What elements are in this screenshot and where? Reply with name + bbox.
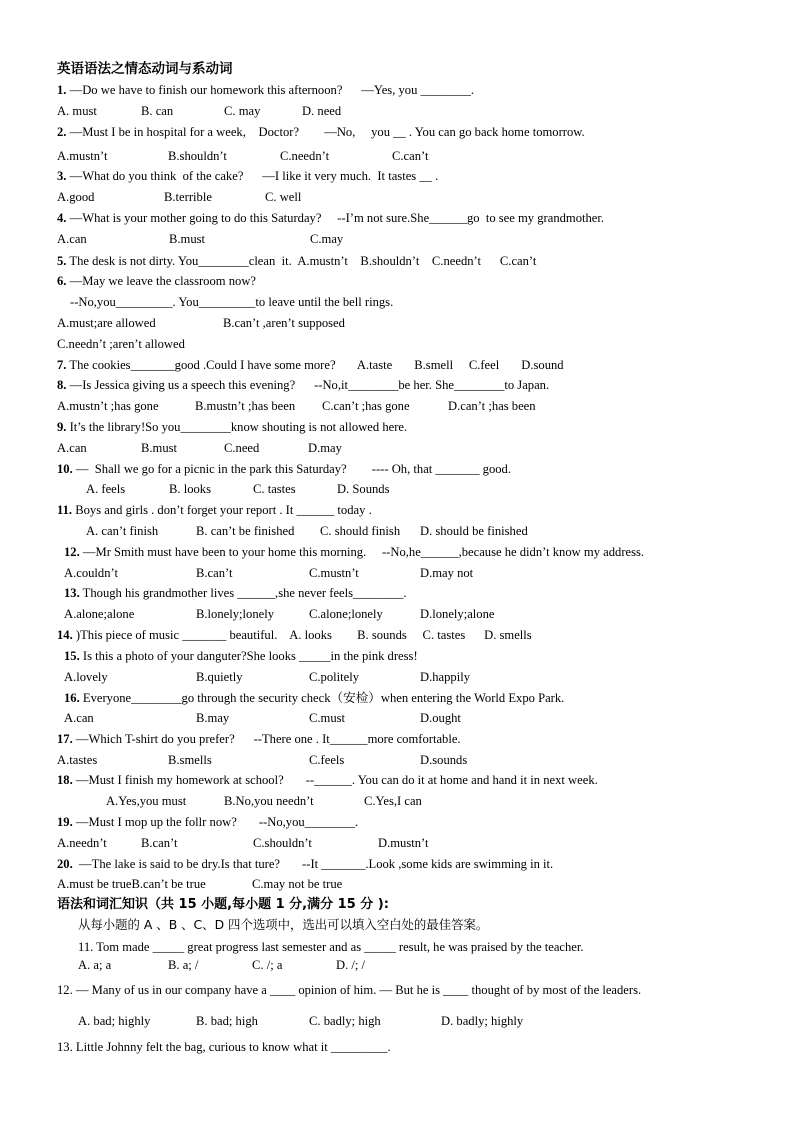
option-a: A.can — [57, 232, 87, 246]
option-a: A. must — [57, 104, 97, 118]
section-heading: 语法和词汇知识（共 15 小题,每小题 1 分,满分 15 分 ): — [57, 897, 389, 912]
option-a: A.must;are allowed — [57, 316, 156, 330]
question-number: 19. — [57, 815, 73, 829]
option-b: B.No,you needn’t — [224, 794, 314, 808]
option-a: A. feels — [86, 482, 126, 496]
option-b: B.lonely;lonely — [196, 607, 275, 621]
question-5 — [57, 253, 536, 269]
option-b: B.mustn’t ;has been — [195, 399, 296, 413]
option-c: C.needn’t — [280, 149, 330, 163]
option-a: A.tastes — [57, 753, 98, 767]
question-text: The desk is not dirty. You________clean it. A.mustn’t B.shouldn’t C.needn’t C.can’t — [66, 254, 537, 268]
section-question-11: 11. Tom made _____ great progress last semester and as _____ result, he was praised by the teacher. — [78, 940, 584, 954]
option-b: B.quietly — [196, 670, 243, 684]
question-text: —Must I finish my homework at school? --______. You can do it at home and hand it in next week. — [72, 773, 598, 787]
option-b: B.shouldn’t — [168, 149, 227, 163]
option-d: D.may — [308, 441, 342, 455]
option-b: B.can’t — [196, 566, 233, 580]
option-b: B. can — [141, 104, 174, 118]
question-number: 1. — [57, 83, 67, 97]
option-c: C.must — [309, 711, 346, 725]
question-text: Boys and girls . don’t forget your report . It ______ today . — [72, 503, 372, 517]
option-d: D.can’t ;has been — [448, 399, 536, 413]
option-a: A.mustn’t — [57, 149, 108, 163]
question-number: 13. — [64, 586, 80, 600]
question-number: 14. — [57, 628, 73, 642]
option-d: D.may not — [420, 566, 474, 580]
question-number: 18. — [57, 773, 73, 787]
question-text: —Which T-shirt do you prefer? --There one . It______more comfortable. — [72, 732, 461, 746]
question-text: —May we leave the classroom now? — [66, 274, 256, 288]
option-c: C.need — [224, 441, 260, 455]
question-number: 11. — [57, 503, 73, 517]
option-b: B. looks — [169, 482, 211, 496]
option-a: A.lovely — [64, 670, 108, 684]
question-9 — [57, 419, 407, 435]
question-text: It’s the library!So you________know shouting is not allowed here. — [66, 420, 408, 434]
question-number: 6. — [57, 274, 67, 288]
question-number: 2. — [57, 125, 67, 139]
option-b: B. bad; high — [196, 1014, 258, 1028]
option-b: B. a; / — [168, 958, 199, 972]
option-b: B.may — [196, 711, 230, 725]
option-b: B. can’t be finished — [196, 524, 295, 538]
question-15 — [64, 648, 418, 664]
option-b: B.terrible — [164, 190, 212, 204]
question-text: —What is your mother going to do this Saturday? --I’m not sure.She______go to see my grandmother. — [66, 211, 605, 225]
question-8 — [57, 377, 549, 393]
option-c: C.may not be true — [252, 877, 343, 891]
question-number: 5. — [57, 254, 67, 268]
question-number: 15. — [64, 649, 80, 663]
option-d: D.lonely;alone — [420, 607, 495, 621]
option-b: B.must — [169, 232, 206, 246]
question-16 — [64, 690, 564, 706]
option-c: C.alone;lonely — [309, 607, 383, 621]
question-18 — [57, 772, 598, 788]
question-19 — [57, 814, 358, 830]
option-d: D.happily — [420, 670, 471, 684]
option-a: A. bad; highly — [78, 1014, 151, 1028]
question-number: 7. — [57, 358, 67, 372]
option-b: B.can’t — [141, 836, 178, 850]
option-c: C.needn’t ;aren’t allowed — [57, 337, 185, 351]
question-17 — [57, 731, 461, 747]
option-a: A.can — [64, 711, 94, 725]
option-a: A. a; a — [78, 958, 112, 972]
option-c: C.shouldn’t — [253, 836, 312, 850]
option-a: A.needn’t — [57, 836, 107, 850]
question-12 — [64, 544, 644, 560]
option-b: B.smells — [168, 753, 212, 767]
section-question-12: 12. — Many of us in our company have a ____ opinion of him. — But he is ____ thought of by most of the leaders. — [57, 983, 642, 997]
option-d: D. badly; highly — [441, 1014, 524, 1028]
question-2 — [57, 124, 585, 140]
option-a: A.good — [57, 190, 95, 204]
option-c: C.politely — [309, 670, 360, 684]
question-text: Is this a photo of your danguter?She looks _____in the pink dress! — [79, 649, 418, 663]
option-ab: A.must be trueB.can’t be true — [57, 877, 206, 891]
option-a: A.mustn’t ;has gone — [57, 399, 159, 413]
question-text: — Shall we go for a picnic in the park this Saturday? ---- Oh, that _______ good. — [72, 462, 511, 476]
option-a: A.Yes,you must — [106, 794, 187, 808]
question-6 — [57, 273, 256, 289]
question-number: 10. — [57, 462, 73, 476]
option-c: C. should finish — [320, 524, 401, 538]
option-a: A.can — [57, 441, 87, 455]
question-6-reply: --No,you_________. You_________to leave until the bell rings. — [70, 295, 394, 309]
page-title: 英语语法之情态动词与系动词 — [57, 61, 233, 77]
option-c: C.may — [310, 232, 344, 246]
question-10 — [57, 461, 511, 477]
question-text: —The lake is said to be dry.Is that ture? --It _______.Look ,some kids are swimming in it. — [72, 857, 554, 871]
question-number: 16. — [64, 691, 80, 705]
option-d: D. /; / — [336, 958, 366, 972]
option-d: D. need — [302, 104, 342, 118]
question-text: )This piece of music _______ beautiful. A. looks B. sounds C. tastes D. smells — [72, 628, 532, 642]
question-number: 3. — [57, 169, 67, 183]
question-13 — [64, 585, 407, 601]
option-b: B.can’t ,aren’t supposed — [223, 316, 345, 330]
question-number: 9. — [57, 420, 67, 434]
section-question-13: 13. Little Johnny felt the bag, curious to know what it _________. — [57, 1040, 391, 1054]
option-c: C.Yes,I can — [364, 794, 422, 808]
option-c: C. may — [224, 104, 261, 118]
question-number: 4. — [57, 211, 67, 225]
option-c: C.mustn’t — [309, 566, 359, 580]
question-number: 20. — [57, 857, 73, 871]
question-text: —What do you think of the cake? —I like it very much. It tastes __ . — [66, 169, 439, 183]
question-11 — [57, 502, 372, 518]
question-text: The cookies_______good .Could I have some more? A.taste B.smell C.feel D.sound — [66, 358, 564, 372]
question-14 — [57, 627, 532, 643]
option-c: C. well — [265, 190, 302, 204]
option-d: D.sounds — [420, 753, 468, 767]
question-text: —Do we have to finish our homework this afternoon? —Yes, you ________. — [66, 83, 475, 97]
option-b: B.must — [141, 441, 178, 455]
option-c: C. badly; high — [309, 1014, 381, 1028]
question-3 — [57, 168, 438, 184]
option-d: D.mustn’t — [378, 836, 429, 850]
question-text: —Is Jessica giving us a speech this evening? --No,it________be her. She________to Japan. — [66, 378, 550, 392]
option-d: C.can’t — [392, 149, 429, 163]
option-c: C.feels — [309, 753, 345, 767]
option-d: D.ought — [420, 711, 461, 725]
question-1 — [57, 82, 474, 98]
option-a: A.couldn’t — [64, 566, 118, 580]
option-d: D. should be finished — [420, 524, 528, 538]
question-7 — [57, 357, 564, 373]
option-a: A.alone;alone — [64, 607, 135, 621]
question-text: —Mr Smith must have been to your home this morning. --No,he______,because he didn’t know my address. — [79, 545, 645, 559]
question-number: 12. — [64, 545, 80, 559]
option-c: C.can’t ;has gone — [322, 399, 410, 413]
question-number: 8. — [57, 378, 67, 392]
question-text: —Must I mop up the follr now? --No,you________. — [72, 815, 359, 829]
question-4 — [57, 210, 604, 226]
option-a: A. can’t finish — [86, 524, 159, 538]
question-text: Everyone________go through the security check（安检）when entering the World Expo Park. — [79, 691, 565, 705]
question-text: —Must I be in hospital for a week, Doctor? —No, you __ . You can go back home tomorrow. — [66, 125, 585, 139]
question-text: Though his grandmother lives ______,she never feels________. — [79, 586, 407, 600]
option-d: D. Sounds — [337, 482, 390, 496]
option-c: C. /; a — [252, 958, 283, 972]
question-20 — [57, 856, 553, 872]
question-number: 17. — [57, 732, 73, 746]
section-instruction: 从每小题的 A 、B 、C、D 四个选项中，选出可以填入空白处的最佳答案。 — [78, 917, 489, 932]
option-c: C. tastes — [253, 482, 296, 496]
